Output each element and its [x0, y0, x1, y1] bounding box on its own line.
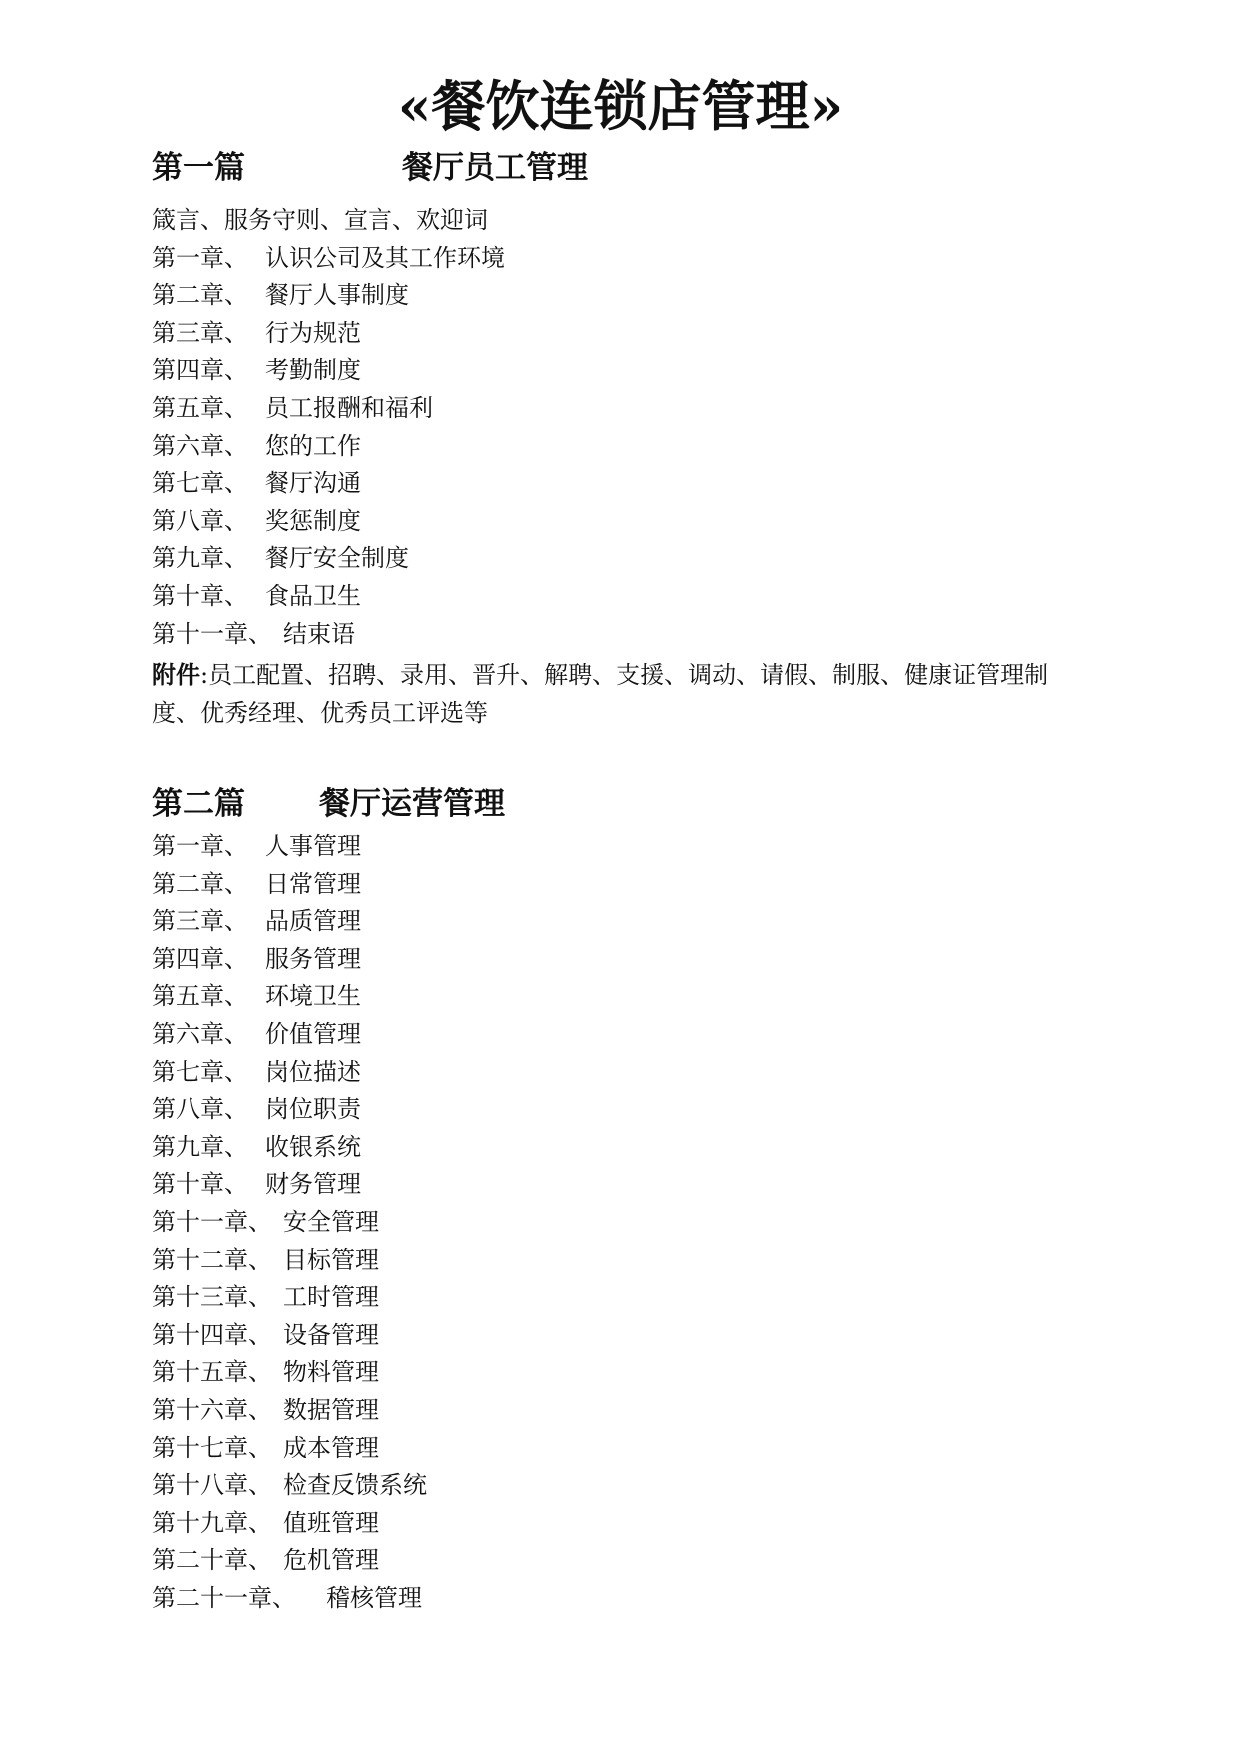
- chapter-number: 第一章、: [152, 832, 248, 860]
- appendix-text: 员工配置、招聘、录用、晋升、解聘、支援、调动、请假、制服、健康证管理制度、优秀经理、优秀员工评选等: [152, 661, 1049, 727]
- chapter-item: [152, 1166, 361, 1204]
- chapter-title: 餐厅安全制度: [265, 544, 409, 573]
- chapter-item: [152, 1505, 379, 1543]
- chapter-number: 第十一章、: [152, 1207, 272, 1236]
- chapter-item: [152, 1129, 361, 1167]
- part1-chapter-list: [152, 202, 505, 653]
- chapter-item: [152, 978, 361, 1016]
- chapter-number: 第十七章、: [152, 1433, 272, 1462]
- chapter-item: [152, 465, 488, 503]
- chapter-item: [152, 540, 488, 578]
- chapter-title: 检查反馈系统: [283, 1471, 427, 1500]
- chapter-item: [152, 1279, 379, 1317]
- chapter-title: 行为规范: [265, 318, 361, 347]
- chapter-title: 考勤制度: [265, 356, 361, 385]
- chapter-title: 设备管理: [283, 1320, 379, 1349]
- chapter-title: 您的工作: [265, 431, 361, 460]
- chapter-number: 第七章、: [152, 1057, 248, 1086]
- chapter-number: 第十章、: [152, 581, 248, 610]
- chapter-number: 第二十一章、: [152, 1583, 296, 1612]
- part2-label: 第二篇: [152, 786, 245, 822]
- chapter-item: [152, 503, 488, 541]
- chapter-item: [152, 277, 488, 315]
- part1-appendix: [152, 656, 1092, 732]
- part1-intro: 箴言、服务守则、宣言、欢迎词: [152, 206, 488, 234]
- chapter-title: 结束语: [283, 619, 355, 648]
- part1-name: 餐厅员工管理: [402, 150, 588, 186]
- chapter-number: 第二十章、: [152, 1546, 272, 1575]
- chapter-number: 第八章、: [152, 506, 248, 535]
- chapter-item: [152, 1204, 379, 1242]
- chapter-title: 环境卫生: [265, 982, 361, 1011]
- chapter-title: 日常管理: [265, 869, 361, 898]
- chapter-title: 稽核管理: [326, 1583, 422, 1612]
- chapter-item: [152, 1542, 379, 1580]
- chapter-title: 岗位描述: [265, 1057, 361, 1086]
- chapter-number: 第四章、: [152, 356, 248, 385]
- chapter-title: 成本管理: [283, 1433, 379, 1462]
- chapter-number: 第十六章、: [152, 1395, 272, 1424]
- chapter-item: [152, 941, 361, 979]
- chapter-title: 收银系统: [265, 1132, 361, 1161]
- chapter-item: [152, 390, 488, 428]
- chapter-item: [152, 1242, 379, 1280]
- chapter-title: 值班管理: [283, 1508, 379, 1537]
- chapter-title: 财务管理: [265, 1170, 361, 1199]
- chapter-item: [152, 1091, 361, 1129]
- chapter-number: 第十一章、: [152, 619, 272, 648]
- chapter-title: 目标管理: [283, 1245, 379, 1274]
- chapter-item: [152, 352, 488, 390]
- chapter-item: [152, 1392, 379, 1430]
- chapter-number: 第十二章、: [152, 1245, 272, 1274]
- chapter-number: 第八章、: [152, 1095, 248, 1124]
- chapter-title: 餐厅沟通: [265, 469, 361, 498]
- chapter-title: 人事管理: [265, 832, 361, 860]
- chapter-title: 危机管理: [283, 1546, 379, 1575]
- chapter-item: [152, 1054, 361, 1092]
- chapter-title: 岗位职责: [265, 1095, 361, 1124]
- chapter-title: 认识公司及其工作环境: [265, 243, 505, 272]
- chapter-item: [152, 428, 488, 466]
- chapter-number: 第一章、: [152, 243, 248, 272]
- chapter-number: 第七章、: [152, 469, 248, 498]
- chapter-item: [152, 903, 361, 941]
- part2-heading: [152, 784, 505, 824]
- chapter-title: 安全管理: [283, 1207, 379, 1236]
- appendix-colon: :: [200, 661, 209, 689]
- chapter-number: 第三章、: [152, 907, 248, 936]
- chapter-item: [152, 866, 361, 904]
- chapter-title: 食品卫生: [265, 581, 361, 610]
- chapter-number: 第十九章、: [152, 1508, 272, 1537]
- chapter-item: [152, 240, 505, 278]
- chapter-number: 第十三章、: [152, 1283, 272, 1312]
- chapter-number: 第二章、: [152, 281, 248, 310]
- chapter-number: 第六章、: [152, 431, 248, 460]
- chapter-title: 物料管理: [283, 1358, 379, 1387]
- chapter-item: [152, 1016, 361, 1054]
- chapter-number: 第十五章、: [152, 1358, 272, 1387]
- chapter-item: [152, 1317, 379, 1355]
- chapter-title: 员工报酬和福利: [265, 393, 433, 422]
- chapter-item: [152, 578, 488, 616]
- chapter-number: 第九章、: [152, 544, 248, 573]
- chapter-item: [152, 1430, 379, 1468]
- page-title: «餐饮连锁店管理»: [397, 74, 844, 138]
- chapter-number: 第十章、: [152, 1170, 248, 1199]
- chapter-number: 第四章、: [152, 944, 248, 973]
- chapter-item: [152, 1467, 427, 1505]
- chapter-title: 餐厅人事制度: [265, 281, 409, 310]
- chapter-title: 数据管理: [283, 1395, 379, 1424]
- chapter-number: 第五章、: [152, 982, 248, 1011]
- chapter-item: [152, 1580, 422, 1618]
- chapter-number: 第十四章、: [152, 1320, 272, 1349]
- appendix-label: 附件: [152, 660, 200, 689]
- chapter-number: 第五章、: [152, 393, 248, 422]
- chapter-item: [152, 1354, 379, 1392]
- part2-name: 餐厅运营管理: [319, 786, 505, 822]
- chapter-number: 第三章、: [152, 318, 248, 347]
- chapter-number: 第六章、: [152, 1019, 248, 1048]
- chapter-title: 工时管理: [283, 1283, 379, 1312]
- chapter-title: 奖惩制度: [265, 506, 361, 535]
- chapter-item: [152, 616, 488, 654]
- part1-heading: [152, 148, 588, 188]
- chapter-number: 第二章、: [152, 869, 248, 898]
- part1-label: 第一篇: [152, 150, 245, 186]
- chapter-number: 第十八章、: [152, 1471, 272, 1500]
- chapter-title: 服务管理: [265, 944, 361, 973]
- chapter-number: 第九章、: [152, 1132, 248, 1161]
- chapter-item: [152, 315, 488, 353]
- part2-chapter-list: [152, 828, 427, 1617]
- chapter-title: 品质管理: [265, 907, 361, 936]
- chapter-title: 价值管理: [265, 1019, 361, 1048]
- chapter-item: [152, 828, 361, 866]
